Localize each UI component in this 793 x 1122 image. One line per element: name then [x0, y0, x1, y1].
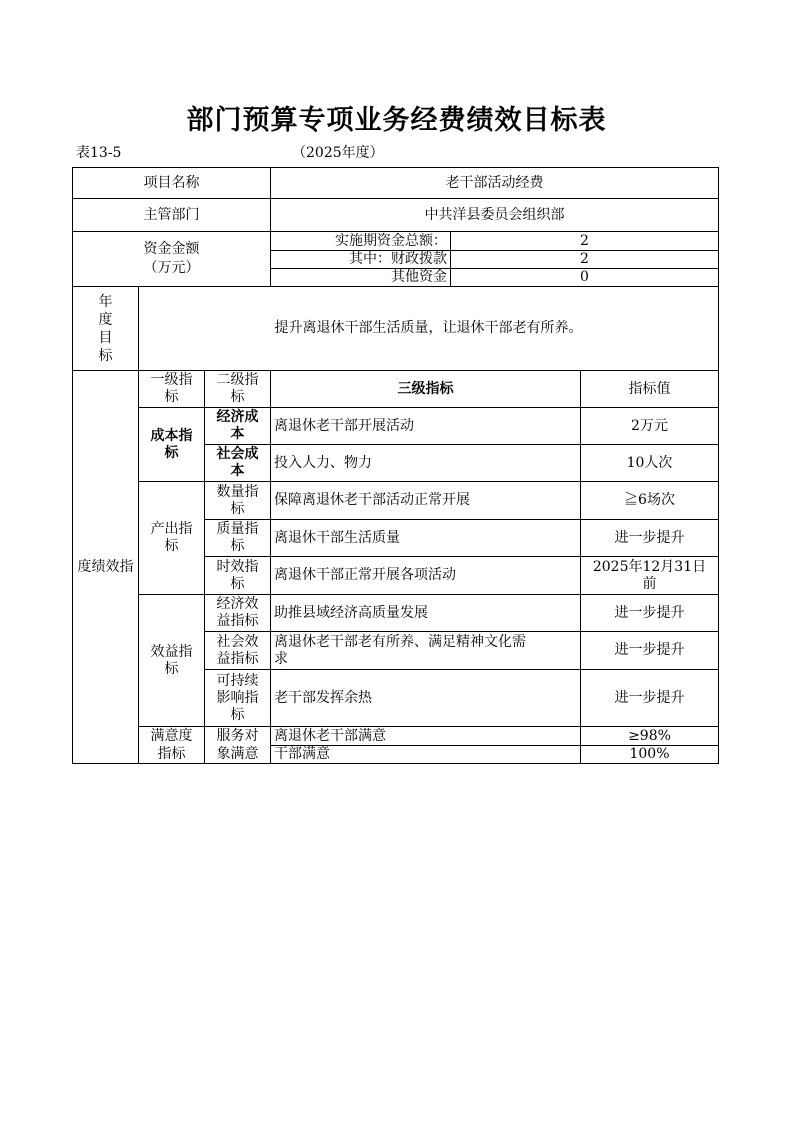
table-row	[73, 408, 719, 445]
project-row	[73, 168, 719, 199]
fund-row-total	[73, 232, 719, 251]
indicator-item: 助推县域经济高质量发展	[271, 595, 581, 632]
sub-indicator: 经济效 益指标	[205, 595, 271, 632]
indicator-item: 离退休老干部满意	[271, 727, 581, 746]
fund-label-unit: （万元）	[143, 260, 200, 276]
cost-indicator-label: 成本指 标	[139, 408, 205, 482]
indicator-value: 进一步提升	[581, 670, 719, 727]
indicator-value: 10人次	[581, 445, 719, 482]
indicator-item: 老干部发挥余热	[271, 670, 581, 727]
project-value: 老干部活动经费	[271, 168, 719, 199]
department-label: 主管部门	[73, 199, 271, 232]
annual-goal-text: 提升离退休干部生活质量，让退休干部老有所养。	[139, 287, 719, 371]
performance-target-table	[72, 167, 719, 764]
indicator-value: 2025年12月31日 前	[581, 557, 719, 595]
fund-other-value: 0	[451, 269, 719, 287]
table-row	[73, 482, 719, 520]
table-number: 表13-5	[76, 145, 122, 161]
indicator-item: 离退休干部正常开展各项活动	[271, 557, 581, 595]
annual-goal-label: 年 度 目 标	[73, 287, 139, 371]
indicator-value: 100%	[581, 746, 719, 764]
indicator-item: 保障离退休老干部活动正常开展	[271, 482, 581, 520]
fund-fiscal-label: 其中：财政拨款	[271, 251, 451, 269]
indicator-value: ≧6场次	[581, 482, 719, 520]
fund-label-main: 资金金额	[143, 241, 200, 257]
fund-fiscal-value: 2	[451, 251, 719, 269]
sub-indicator: 时效指 标	[205, 557, 271, 595]
sub-indicator: 数量指 标	[205, 482, 271, 520]
sub-indicator: 社会成 本	[205, 445, 271, 482]
indicator-header-row	[73, 371, 719, 408]
benefit-indicator-label: 效益指 标	[139, 595, 205, 727]
table-year: （2025年度）	[292, 145, 384, 161]
col-level3-header: 三级指标	[271, 371, 581, 408]
annual-goal-row	[73, 287, 719, 371]
sub-indicator: 服务对 象满意	[205, 727, 271, 764]
indicator-value: ≥98%	[581, 727, 719, 746]
indicator-item: 投入人力、物力	[271, 445, 581, 482]
table-row	[73, 595, 719, 632]
sub-indicator: 质量指 标	[205, 520, 271, 557]
output-indicator-label: 产出指 标	[139, 482, 205, 595]
indicator-value: 进一步提升	[581, 520, 719, 557]
department-value: 中共洋县委员会组织部	[271, 199, 719, 232]
indicator-value: 进一步提升	[581, 632, 719, 670]
indicator-section-label: 度绩效指	[73, 371, 139, 764]
sub-indicator: 社会效 益指标	[205, 632, 271, 670]
sub-indicator: 经济成 本	[205, 408, 271, 445]
indicator-item: 离退休干部生活质量	[271, 520, 581, 557]
sub-indicator: 可持续 影响指 标	[205, 670, 271, 727]
indicator-item: 离退休老干部开展活动	[271, 408, 581, 445]
indicator-value: 进一步提升	[581, 595, 719, 632]
col-level2-header: 二级指 标	[205, 371, 271, 408]
fund-other-label: 其他资金	[271, 269, 451, 287]
project-label: 项目名称	[73, 168, 271, 199]
col-value-header: 指标值	[581, 371, 719, 408]
fund-label	[73, 232, 271, 287]
col-level1-header: 一级指 标	[139, 371, 205, 408]
fund-total-value: 2	[451, 232, 719, 251]
indicator-value: 2万元	[581, 408, 719, 445]
indicator-item: 干部满意	[271, 746, 581, 764]
satisfaction-indicator-label: 满意度 指标	[139, 727, 205, 764]
page-title: 部门预算专项业务经费绩效目标表	[186, 105, 607, 136]
fund-total-label: 实施期资金总额：	[271, 232, 451, 251]
indicator-item: 离退休老干部老有所养、满足精神文化需 求	[271, 632, 581, 670]
department-row	[73, 199, 719, 232]
table-row	[73, 727, 719, 746]
